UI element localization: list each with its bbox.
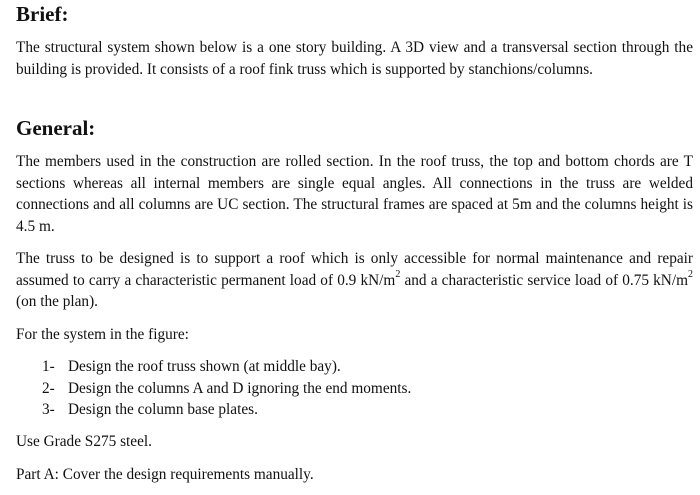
list-item-number: 2- [42, 379, 55, 397]
list-item [42, 378, 411, 400]
superscript-2: 2 [395, 269, 401, 281]
part-a-text: Part A: Cover the design requirements manually. [16, 466, 314, 483]
load-text-1: The truss to be designed is to support a roof which is only accessible for normal maintenance and repair assumed to carry a characteristic permanent load of 0.9 kN/m [16, 250, 693, 289]
superscript-2: 2 [688, 269, 693, 281]
task-list [42, 356, 411, 421]
general-paragraph-2 [16, 248, 693, 313]
load-text-2: and a characteristic service load of 0.75 kN/m [400, 271, 688, 289]
list-item [42, 399, 411, 421]
general-paragraph-1: The members used in the construction are rolled section. In the roof truss, the top and bottom chords are T sections whereas all internal members are single equal angles. All connections in the truss are welded connections and all columns are UC section. The structural frames are spaced at 5m and the columns height is 4.5 m. [16, 153, 693, 235]
general-heading: General: [16, 116, 96, 140]
load-text-3: (on the plan). [16, 293, 98, 310]
list-item-number: 1- [42, 358, 55, 375]
list-item [42, 356, 411, 378]
list-item-number: 3- [42, 401, 55, 418]
list-item-text: Design the columns A and D ignoring the end moments. [68, 379, 412, 397]
brief-heading: Brief: [16, 2, 69, 26]
brief-paragraph: The structural system shown below is a one story building. A 3D view and a transversal section through the building is provided. It consists of a roof fink truss which is supported by stanchions/columns. [16, 39, 693, 78]
list-item-text: Design the roof truss shown (at middle bay). [68, 358, 341, 375]
tasks-intro: For the system in the figure: [16, 326, 189, 343]
list-item-text: Design the column base plates. [68, 401, 258, 418]
steel-grade-text: Use Grade S275 steel. [16, 433, 152, 450]
